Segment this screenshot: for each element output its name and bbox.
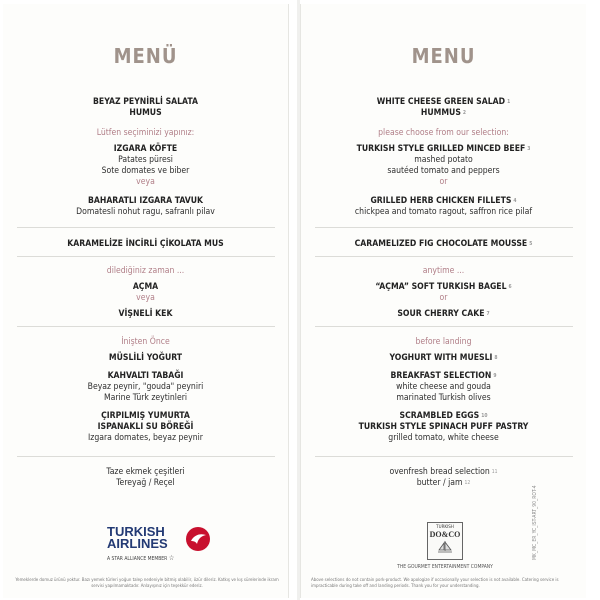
logo-top-text: TURKISH [436, 525, 454, 530]
dish-name: TURKISH STYLE GRILLED MINCED BEEF [356, 144, 526, 154]
breakfast-2 [301, 371, 586, 404]
footer-note: Yemeklerde domuz ürünü yoktur. Bazı yemek türleri yoğun talep nedeniyle bitmiş olabilir, özür dileriz. Katkış ve kış sürelerinde ikram servisi yapılmamaktadır. Anlayışınız için teşekkür ederiz. [15, 578, 279, 589]
star-icon: ☆ [168, 554, 175, 562]
crescent-bird-icon [185, 526, 211, 552]
dish-desc: white cheese and gouda [396, 382, 491, 392]
menu-card-turkish [3, 4, 289, 598]
footnote-number: 11 [491, 469, 498, 475]
or-separator: or [439, 177, 448, 187]
dish-desc: mashed potato [414, 155, 473, 165]
dish-desc: Beyaz peynir, "gouda" peyniri [87, 382, 204, 392]
footnote-number: 9 [493, 373, 497, 379]
star-alliance-text: A STAR ALLIANCE MEMBER [107, 556, 168, 562]
menu-card-english [300, 4, 586, 598]
dish-name: CARAMELIZED FIG CHOCOLATE MOUSSE [354, 239, 528, 249]
dish-desc: sautéed tomato and peppers [387, 166, 500, 176]
divider [315, 227, 573, 228]
dish-name: YOGHURT WITH MUESLI [389, 353, 493, 363]
footer-note: Above selections do not contain pork-product. We apologize if occasionally your selection is not available. Catering service is impracticable during take off and landing periods. Thank you for your understanding. [311, 578, 559, 589]
starter-item [301, 108, 586, 119]
bread-line: Taze ekmek çeşitleri [106, 467, 185, 477]
dish-desc: Patates püresi [118, 155, 173, 165]
logo-line: TURKISH [107, 524, 165, 539]
menu-title: MENU [411, 44, 476, 68]
dish-row [301, 309, 586, 320]
dish-name: BREAKFAST SELECTION [390, 371, 492, 381]
dish-name: ÇIRPILMIŞ YUMURTA [101, 411, 190, 421]
dessert [301, 239, 586, 250]
before-landing-heading-section [301, 337, 586, 348]
divider [17, 227, 275, 228]
dish-name: TURKISH STYLE SPINACH PUFF PASTRY [358, 422, 529, 432]
starters [301, 97, 586, 119]
dish-desc: Sote domates ve biber [101, 166, 190, 176]
bread-section [301, 467, 586, 489]
logo-line: AIRLINES [107, 536, 168, 551]
before-landing-heading-section [3, 337, 288, 348]
footnote-number: 2 [462, 110, 467, 116]
dish-row [301, 353, 586, 364]
dish-name: “AÇMA” SOFT TURKISH BAGEL [375, 282, 507, 292]
dish-name: BAHARATLI IZGARA TAVUK [87, 196, 204, 206]
dish-name: WHITE CHEESE GREEN SALAD [376, 97, 506, 107]
breakfast-1 [3, 353, 288, 364]
dish-desc: grilled tomato, white cheese [388, 433, 499, 443]
snacks [3, 282, 288, 320]
choose-heading: please choose from our selection: [378, 128, 509, 138]
dish-desc: Domatesli nohut ragu, safranlı pilav [76, 207, 215, 217]
dish-desc: Marine Türk zeytinleri [103, 393, 188, 403]
dish-desc: Izgara domates, beyaz peynir [88, 433, 203, 443]
sailboat-icon [435, 540, 455, 554]
divider [17, 326, 275, 327]
dish-name: VİŞNELİ KEK [118, 309, 173, 319]
anytime-section [3, 266, 288, 277]
footnote-number: 1 [507, 99, 511, 105]
breakfast-3 [301, 411, 586, 444]
section-heading: before landing [415, 337, 472, 347]
logo-name-text: DO&CO [429, 530, 461, 539]
footnote-number: 6 [508, 284, 512, 290]
bread-row [301, 478, 586, 489]
dish-row [301, 411, 586, 422]
footnote-number: 7 [486, 311, 490, 317]
footnote-number: 8 [494, 355, 498, 361]
snacks [301, 282, 586, 320]
dish-desc: chickpea and tomato ragout, saffron rice pilaf [354, 207, 533, 217]
or-separator: veya [136, 177, 155, 187]
dish-desc: marinated Turkish olives [396, 393, 491, 403]
dish-row [301, 282, 586, 293]
dish-name: SCRAMBLED EGGS [399, 411, 480, 421]
starters [3, 97, 288, 119]
print-code: MK_MC_ER_YC_IST-ART_90_ROT-4 [532, 485, 538, 560]
section-heading: anytime ... [422, 266, 465, 276]
footnote-number: 4 [513, 198, 517, 204]
divider [315, 326, 573, 327]
dish-name: MÜSLİLİ YOĞURT [108, 353, 183, 363]
or-separator: veya [136, 293, 155, 303]
dessert [3, 239, 288, 250]
dish-name: IZGARA KÖFTE [113, 144, 178, 154]
dish-row [301, 196, 586, 207]
divider [315, 256, 573, 257]
menu-title: MENÜ [113, 44, 178, 68]
footnote-number: 12 [464, 480, 471, 486]
dish-row [301, 371, 586, 382]
bread-line: ovenfresh bread selection [389, 467, 490, 477]
divider [17, 256, 275, 257]
main-course-1 [301, 144, 586, 188]
divider [315, 456, 573, 457]
dish-name: KAHVALTI TABAĞI [107, 371, 184, 381]
do-and-co-logo [385, 522, 505, 572]
footnote-number: 3 [527, 146, 531, 152]
section-heading: İnişten Önce [121, 337, 170, 347]
bread-line: butter / jam [416, 478, 463, 488]
dish-name: HUMMUS [420, 108, 461, 118]
or-separator: or [439, 293, 448, 303]
dish-name: SOUR CHERRY CAKE [397, 309, 485, 319]
bread-line: Tereyağ / Reçel [116, 478, 175, 488]
choose-section [301, 128, 586, 139]
breakfast-2 [3, 371, 288, 404]
footnote-number: 10 [481, 413, 488, 419]
company-tagline: THE GOURMET ENTERTAINMENT COMPANY [397, 564, 493, 570]
anytime-section [301, 266, 586, 277]
turkish-airlines-logo [107, 526, 227, 566]
choose-heading: Lütfen seçiminizi yapınız: [96, 128, 195, 138]
dish-row [301, 144, 586, 155]
starter-item: BEYAZ PEYNİRLİ SALATA [93, 97, 198, 107]
starter-item: HUMUS [129, 108, 162, 118]
divider [17, 456, 275, 457]
bread-section [3, 467, 288, 489]
dish-name: KARAMELİZE İNCİRLİ ÇİKOLATA MUS [67, 239, 224, 249]
choose-section [3, 128, 288, 139]
main-course-1 [3, 144, 288, 188]
section-heading: dilediğiniz zaman ... [106, 266, 185, 276]
dish-name: GRILLED HERB CHICKEN FILLETS [370, 196, 512, 206]
dish-name: ISPANAKLI SU BÖREĞİ [97, 422, 194, 432]
main-course-2 [301, 196, 586, 218]
breakfast-1 [301, 353, 586, 364]
breakfast-3 [3, 411, 288, 444]
footnote-number: 5 [529, 241, 533, 247]
bread-row [301, 467, 586, 478]
dish-row [301, 239, 586, 250]
main-course-2 [3, 196, 288, 218]
starter-item [301, 97, 586, 108]
dish-name: AÇMA [132, 282, 159, 292]
